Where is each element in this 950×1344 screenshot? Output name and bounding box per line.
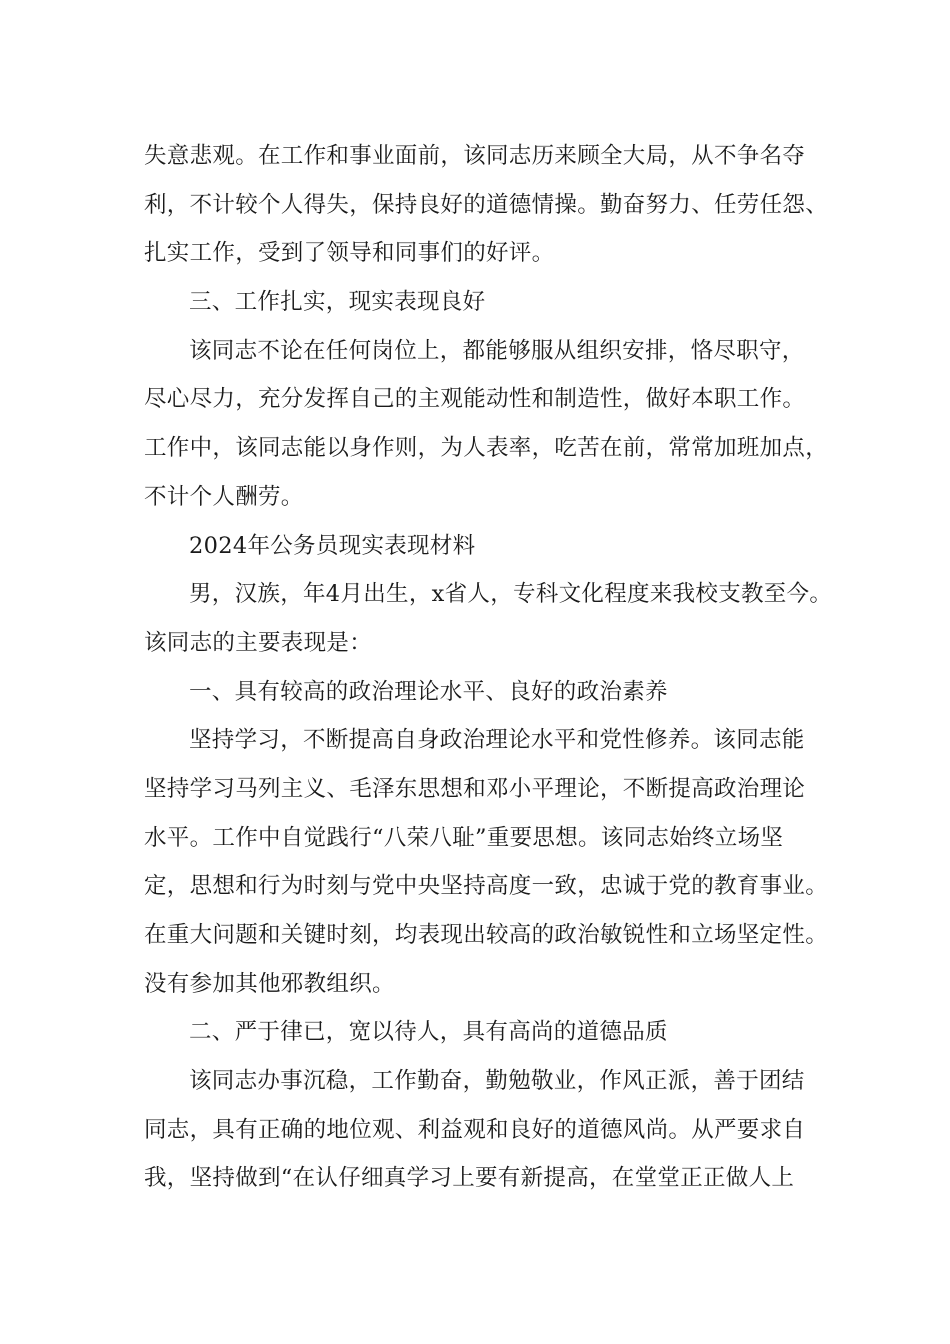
text-line: 2024年公务员现实表现材料 <box>189 532 476 559</box>
text-line: 定，思想和行为时刻与党中央坚持高度一致，忠诚于党的教育事业。 <box>144 873 829 900</box>
text-line: 坚持学习马列主义、毛泽东思想和邓小平理论，不断提高政治理论 <box>144 775 806 802</box>
text-line: 我，坚持做到“在认仔细真学习上要有新提高，在堂堂正正做人上 <box>144 1165 795 1192</box>
text-line: 该同志的主要表现是： <box>144 629 373 656</box>
text-line: 水平。工作中自觉践行“八荣八耻”重要思想。该同志始终立场坚 <box>144 824 784 851</box>
text-line: 失意悲观。在工作和事业面前，该同志历来顾全大局，从不争名夺 <box>144 143 806 169</box>
text-line: 一、具有较高的政治理论水平、良好的政治素养 <box>189 678 668 705</box>
document-body <box>144 132 834 1203</box>
text-line: 利，不计较个人得失，保持良好的道德情操。勤奋努力、任劳任怨、 <box>144 191 829 218</box>
text-line: 该同志不论在任何岗位上，都能够服从组织安排，恪尽职守， <box>189 337 805 364</box>
text-line: 工作中，该同志能以身作则，为人表率，吃苦在前，常常加班加点， <box>144 435 829 462</box>
text-line: 该同志办事沉稳，工作勤奋，勤勉敬业，作风正派，善于团结 <box>189 1068 805 1095</box>
text-line: 在重大问题和关键时刻，均表现出较高的政治敏锐性和立场坚定性。 <box>144 922 829 948</box>
text-line: 尽心尽力，充分发挥自己的主观能动性和制造性，做好本职工作。 <box>144 386 806 413</box>
text-line: 二、严于律已，宽以待人，具有高尚的道德品质 <box>189 1019 668 1046</box>
text-line: 扎实工作，受到了领导和同事们的好评。 <box>144 240 555 267</box>
text-line: 坚持学习，不断提高自身政治理论水平和党性修养。该同志能 <box>189 727 805 754</box>
text-line: 三、工作扎实，现实表现良好 <box>189 289 486 316</box>
text-line: 男，汉族，年4月出生，x省人，专科文化程度来我校支教至今。 <box>189 581 833 608</box>
text-line: 同志，具有正确的地位观、利益观和良好的道德风尚。从严要求自 <box>144 1116 806 1143</box>
text-line: 没有参加其他邪教组织。 <box>144 970 395 997</box>
text-line: 不计个人酬劳。 <box>144 483 304 510</box>
